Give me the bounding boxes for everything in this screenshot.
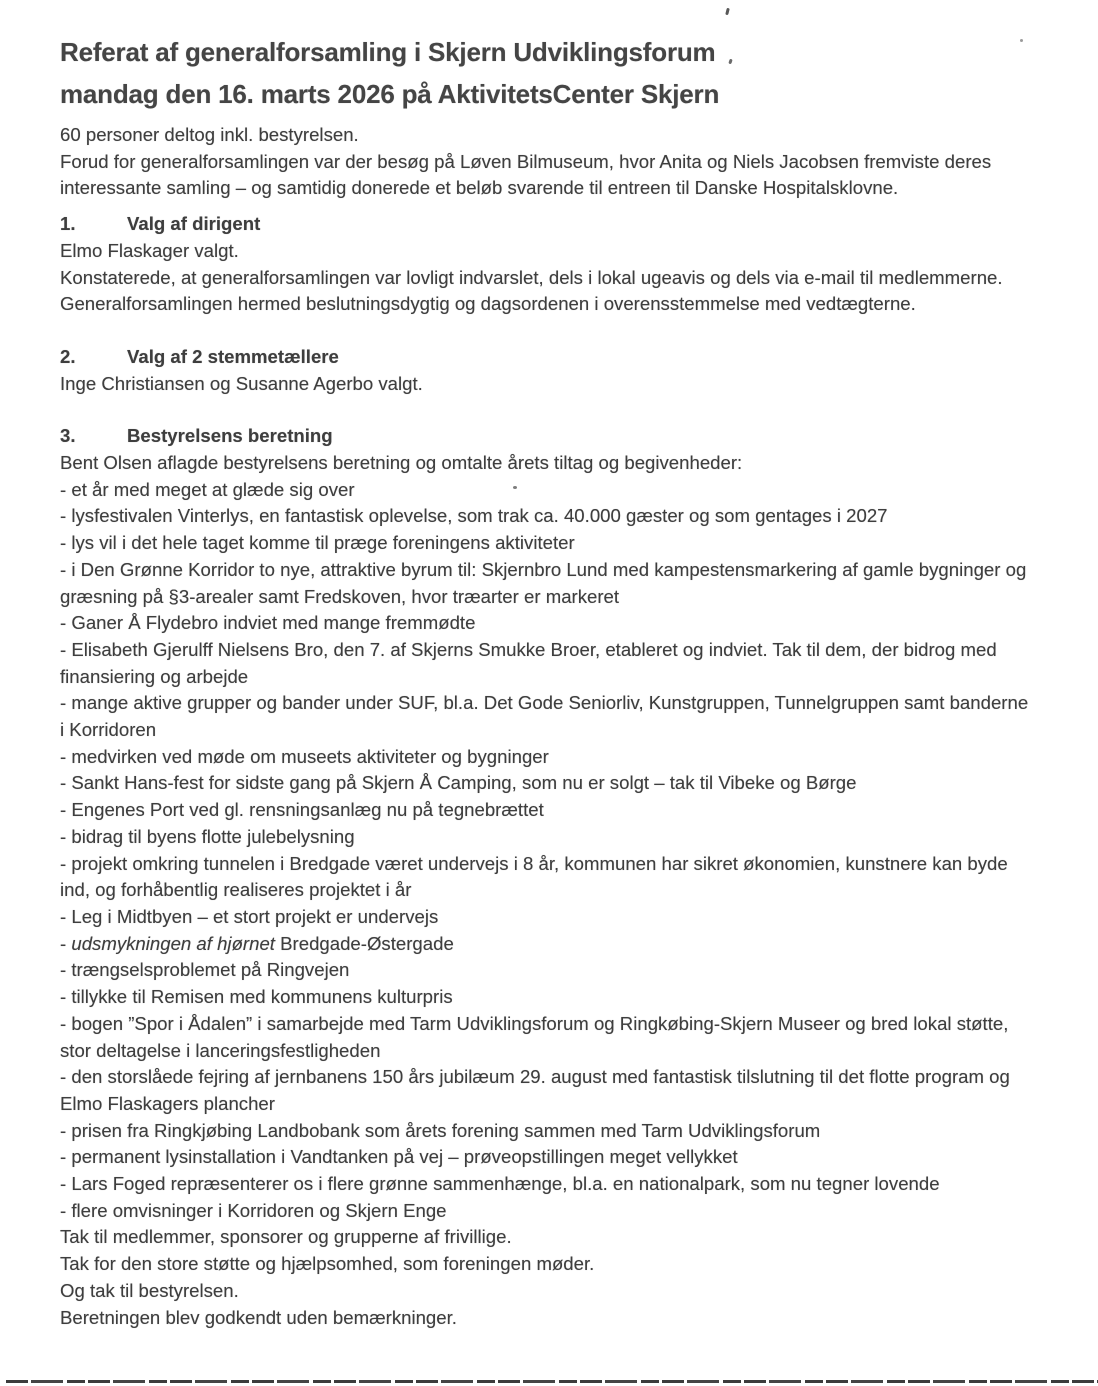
text-line: - prisen fra Ringkjøbing Landbobank som årets forening sammen med Tarm Udviklingsforum xyxy=(60,1119,821,1141)
section-number: 1. xyxy=(60,213,76,235)
text-line: Generalforsamlingen hermed beslutningsdygtig og dagsordenen i overensstemmelse med vedtægterne. xyxy=(60,293,916,315)
text-line xyxy=(60,931,1048,958)
section-title: Valg af 2 stemmetællere xyxy=(127,345,339,367)
text-line: - trængselsproblemet på Ringvejen xyxy=(60,959,350,981)
scan-speck xyxy=(1020,39,1023,42)
text-line: Tak for den store støtte og hjælpsomhed, som foreningen møder. xyxy=(60,1253,595,1275)
text-line: Inge Christiansen og Susanne Agerbo valgt. xyxy=(60,372,423,394)
text-line: - mange aktive grupper og bander under SUF, bl.a. Det Gode Seniorliv, Kunstgruppen, Tunnelgruppen samt banderne xyxy=(60,692,1029,714)
text-line: Elmo Flaskager valgt. xyxy=(60,239,239,261)
section-heading-row xyxy=(60,211,1048,238)
section-body xyxy=(60,450,1048,1331)
text-line: - medvirken ved møde om museets aktiviteter og bygninger xyxy=(60,745,549,767)
text-line: - bidrag til byens flotte julebelysning xyxy=(60,825,355,847)
text-line: - flere omvisninger i Korridoren og Skjern Enge xyxy=(60,1199,447,1221)
text-line: - Ganer Å Flydebro indviet med mange fremmødte xyxy=(60,612,476,634)
text-line: - Leg i Midtbyen – et stort projekt er undervejs xyxy=(60,905,439,927)
text-segment: Bredgade-Østergade xyxy=(274,932,454,954)
section-body xyxy=(60,238,1048,318)
text-line: - permanent lysinstallation i Vandtanken på vej – prøveopstillingen meget vellykket xyxy=(60,1146,738,1168)
text-line: - Lars Foged repræsenterer os i flere grønne sammenhænge, bl.a. en nationalpark, som nu tegner lovende xyxy=(60,1173,940,1195)
text-line: - Engenes Port ved gl. rensningsanlæg nu på tegnebrættet xyxy=(60,799,544,821)
section-bestyrelsens-beretning xyxy=(60,423,1048,1331)
section-title: Valg af dirigent xyxy=(127,213,261,235)
scan-speck xyxy=(513,486,517,489)
text-line: - i Den Grønne Korridor to nye, attraktive byrum til: Skjernbro Lund med kampestensmarkering af gamle bygninger og xyxy=(60,558,1027,580)
section-valg-af-stemmetaellere xyxy=(60,344,1048,397)
text-line: Bent Olsen aflagde bestyrelsens beretning og omtalte årets tiltag og begivenheder: xyxy=(60,452,743,474)
section-valg-af-dirigent xyxy=(60,211,1048,318)
section-number: 3. xyxy=(60,425,76,447)
text-line: - den storslåede fejring af jernbanens 150 års jubilæum 29. august med fantastisk tilslutning til det flotte program og xyxy=(60,1066,1010,1088)
text-segment: udsmykningen af hjørnet xyxy=(71,932,275,954)
text-line: finansiering og arbejde xyxy=(60,665,249,687)
text-line: - Sankt Hans-fest for sidste gang på Skjern Å Camping, som nu er solgt – tak til Vibeke og Børge xyxy=(60,772,857,794)
text-line: Elmo Flaskagers plancher xyxy=(60,1092,275,1114)
text-line: Og tak til bestyrelsen. xyxy=(60,1279,239,1301)
text-line: Referat af generalforsamling i Skjern Udviklingsforum xyxy=(60,37,716,67)
text-segment: - xyxy=(60,932,72,954)
text-line: - lysfestivalen Vinterlys, en fantastisk oplevelse, som trak ca. 40.000 gæster og som gentages i 2027 xyxy=(60,505,888,527)
text-line: græsning på §3-arealer samt Fredskoven, hvor træarter er markeret xyxy=(60,585,620,607)
text-line: Beretningen blev godkendt uden bemærkninger. xyxy=(60,1306,457,1328)
text-line: mandag den 16. marts 2026 på AktivitetsCenter Skjern xyxy=(60,79,720,109)
scan-bottom-edge-line xyxy=(6,1380,1098,1383)
text-line: - bogen ”Spor i Ådalen” i samarbejde med Tarm Udviklingsforum og Ringkøbing-Skjern Museer og bred lokal støtte, xyxy=(60,1012,1009,1034)
document-title xyxy=(60,31,1048,115)
text-line: 60 personer deltog inkl. bestyrelsen. xyxy=(60,124,359,145)
text-line: ind, og forhåbentlig realiseres projektet i år xyxy=(60,879,412,901)
text-line: stor deltagelse i lanceringsfestligheden xyxy=(60,1039,381,1061)
intro-paragraph xyxy=(60,122,1048,202)
text-line: - tillykke til Remisen med kommunens kulturpris xyxy=(60,986,453,1008)
text-line: - lys vil i det hele taget komme til præge foreningens aktiviteter xyxy=(60,532,575,554)
text-line: interessante samling – og samtidig donerede et beløb svarende til entreen til Danske Hospitalsklovne. xyxy=(60,177,899,199)
section-body xyxy=(60,371,1048,398)
text-line: - et år med meget at glæde sig over xyxy=(60,478,355,500)
text-line: - projekt omkring tunnelen i Bredgade været undervejs i 8 år, kommunen har sikret økonomien, kunstnere kan byde xyxy=(60,852,1008,874)
text-line: i Korridoren xyxy=(60,719,157,741)
text-line: Tak til medlemmer, sponsorer og grupperne af frivillige. xyxy=(60,1226,512,1248)
section-number: 2. xyxy=(60,345,76,367)
text-line: - Elisabeth Gjerulff Nielsens Bro, den 7. af Skjerns Smukke Broer, etableret og indviet. Tak til dem, der bidrog med xyxy=(60,638,997,660)
text-line: Konstaterede, at generalforsamlingen var lovligt indvarslet, dels i lokal ugeavis og dels via e-mail til medlemmerne. xyxy=(60,266,1003,288)
section-heading-row xyxy=(60,344,1048,371)
text-line: Forud for generalforsamlingen var der besøg på Løven Bilmuseum, hvor Anita og Niels Jacobsen fremviste deres xyxy=(60,150,992,172)
section-heading-row xyxy=(60,423,1048,450)
section-title: Bestyrelsens beretning xyxy=(127,425,333,447)
